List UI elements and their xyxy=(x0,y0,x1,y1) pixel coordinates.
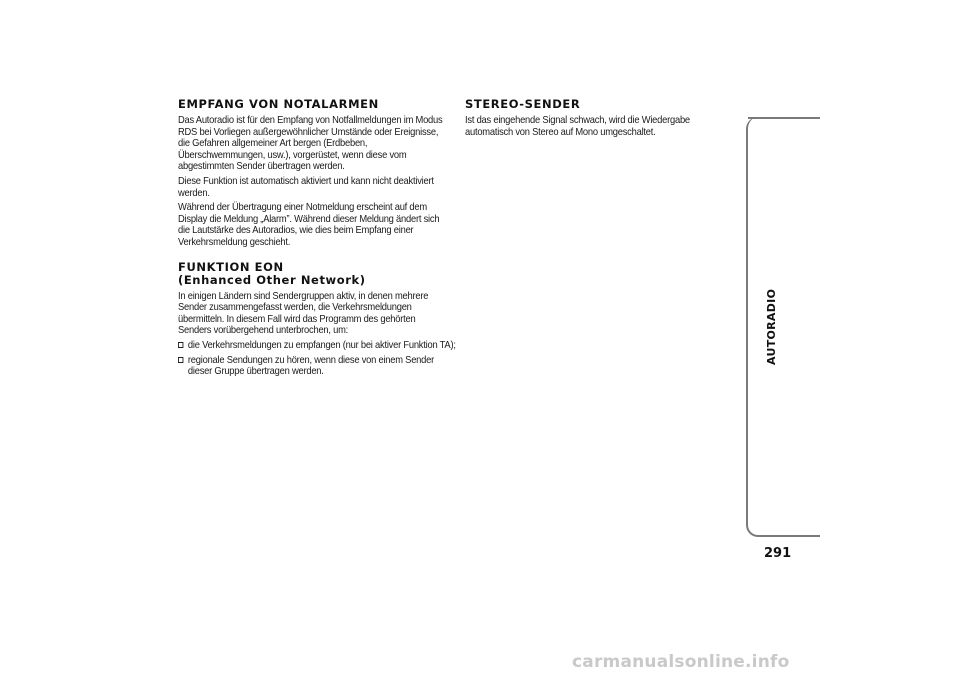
page-number: 291 xyxy=(764,546,792,561)
tab-border-bottom xyxy=(758,535,820,537)
paragraph-notalarm-activation: Diese Funktion ist automatisch aktiviert und kann nicht deaktiviert werden. xyxy=(178,175,434,199)
checkbox-bullet-icon xyxy=(178,342,183,348)
heading-stereo-sender: STEREO-SENDER xyxy=(465,97,581,111)
section-label: AUTORADIO xyxy=(765,288,778,365)
list-item xyxy=(178,355,460,378)
heading-eon-line1: FUNKTION EON xyxy=(178,259,284,274)
paragraph-notalarm-intro: Das Autoradio ist für den Empfang von Notfallmeldungen im Modus RDS bei Vorliegen außergewöhnlicher Umstände oder Ereignisse, die Gefahren allgemeiner Art bergen (Erdbeben, Überschwemmungen, usw.), vorgerüstet, wenn diese vom abgestimmten Sender übertragen werden. xyxy=(178,115,443,173)
right-column xyxy=(465,98,720,141)
tab-border-side xyxy=(746,117,760,537)
paragraph-notalarm-display: Während der Übertragung einer Notmeldung erscheint auf dem Display die Meldung „Alarm”. Während dieser Meldung ändert sich die Lautstärke des Autoradios, wie dies beim Empfang einer Verkehrsmeldung geschieht. xyxy=(178,202,440,248)
paragraph-eon-intro: In einigen Ländern sind Sendergruppen aktiv, in denen mehrere Sender zusammengefasst werden, die Verkehrsmeldungen übermitteln. In diesem Fall wird das Programm des gehörten Senders vorübergehend unterbrochen, um: xyxy=(178,290,429,337)
list-item xyxy=(178,340,460,352)
heading-empfang-notalarmen: EMPFANG VON NOTALARMEN xyxy=(178,97,379,111)
checkbox-bullet-icon xyxy=(178,357,183,363)
list-item-text: regionale Sendungen zu hören, wenn diese von einem Sender dieser Gruppe übertragen werden. xyxy=(187,354,434,378)
left-column xyxy=(178,97,456,381)
paragraph-stereo-sender: Ist das eingehende Signal schwach, wird die Wiedergabe automatisch von Stereo auf Mono umgeschaltet. xyxy=(465,115,690,138)
watermark: carmanualsonline.info xyxy=(572,652,790,672)
heading-eon-line2: (Enhanced Other Network) xyxy=(178,272,366,287)
list-item-text: die Verkehrsmeldungen zu empfangen (nur bei aktiver Funktion TA); xyxy=(187,339,456,351)
eon-bullet-list xyxy=(178,339,456,378)
heading-funktion-eon xyxy=(178,261,450,287)
